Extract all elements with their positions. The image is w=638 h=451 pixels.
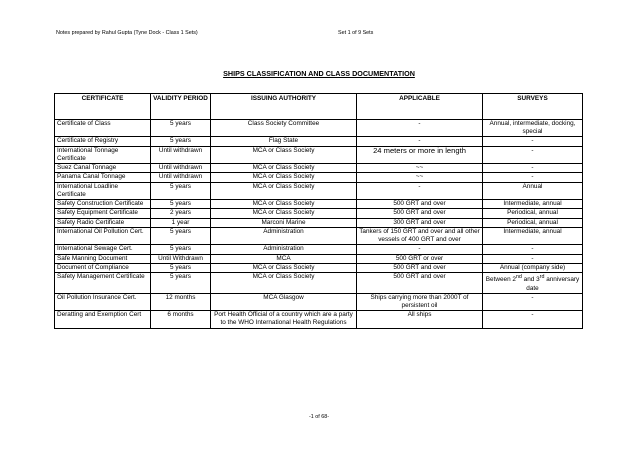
validity-cell: 5 years [151,273,211,294]
certificate-cell: International Sewage Cert. [55,245,151,254]
certificate-cell: Safety Construction Certificate [55,200,151,209]
applicable-cell: ~~ [357,164,483,173]
table-row [55,228,583,245]
certificate-cell: Oil Pollution Insurance Cert. [55,293,151,310]
validity-cell: 5 years [151,245,211,254]
table-row [55,264,583,273]
column-header-validity: VALIDITY PERIOD [151,94,211,120]
validity-cell: Until withdrawn [151,173,211,182]
table-header-row [55,94,583,120]
surveys-cell: Annual, intermediate, docking, special [483,120,583,137]
surveys-cell: Periodical, annual [483,218,583,227]
applicable-cell: Ships carrying more than 2000T of persistent oil [357,293,483,310]
authority-cell: MCA or Class Society [211,264,357,273]
applicable-cell: 500 GRT and over [357,264,483,273]
table-row [55,311,583,328]
ordinal-suffix: nd [515,274,522,281]
validity-cell: 6 months [151,311,211,328]
surveys-cell: Annual [483,182,583,199]
authority-cell: MCA or Class Society [211,173,357,182]
surveys-text-part: and 3 [521,276,540,284]
authority-cell: MCA or Class Society [211,164,357,173]
validity-cell: 5 years [151,264,211,273]
page-header-right: Set 1 of 9 Sets [338,30,374,36]
surveys-cell: Intermediate, annual [483,200,583,209]
applicable-cell: 500 GRT and over [357,200,483,209]
applicable-cell: - [357,137,483,146]
surveys-cell: - [483,293,583,310]
validity-cell: 5 years [151,137,211,146]
table-row [55,245,583,254]
surveys-cell [483,273,583,294]
table-row [55,146,583,163]
certificate-cell: Panama Canal Tonnage [55,173,151,182]
certificate-cell: Certificate of Registry [55,137,151,146]
authority-cell: Marconi Marine [211,218,357,227]
certificate-cell: Document of Compliance [55,264,151,273]
validity-cell: 5 years [151,200,211,209]
column-header-surveys: SURVEYS [483,94,583,120]
surveys-cell: - [483,245,583,254]
authority-cell: MCA or Class Society [211,209,357,218]
table-row [55,293,583,310]
surveys-cell: - [483,137,583,146]
validity-cell: 12 months [151,293,211,310]
applicable-cell: - [357,120,483,137]
applicable-cell: Tankers of 150 GRT and over and all other vessels of 400 GRT and over [357,228,483,245]
surveys-text-part: anniversary date [526,276,580,292]
table-row [55,200,583,209]
page-header-left: Notes prepared by Rahul Gupta (Tyne Dock - Class 1 Sets) [56,30,198,36]
validity-cell: 5 years [151,182,211,199]
authority-cell: Administration [211,228,357,245]
table-row [55,254,583,263]
table-row [55,164,583,173]
ordinal-suffix: rd [539,274,545,281]
surveys-cell: Annual (company side) [483,264,583,273]
document-title: SHIPS CLASSIFICATION AND CLASS DOCUMENTATION [223,69,415,78]
applicable-cell: 500 GRT and over [357,273,483,294]
table-row [55,120,583,137]
applicable-cell: - [357,245,483,254]
table-row [55,218,583,227]
table-row [55,209,583,218]
column-header-certificate: CERTIFICATE [55,94,151,120]
validity-cell: 2 years [151,209,211,218]
authority-cell: MCA or Class Society [211,200,357,209]
validity-cell: 5 years [151,120,211,137]
surveys-cell: Periodical, annual [483,209,583,218]
table-row [55,182,583,199]
surveys-cell: - [483,146,583,163]
surveys-cell: Intermediate, annual [483,228,583,245]
certificate-cell: Deratting and Exemption Cert [55,311,151,328]
page-number: -1 of 68- [308,414,330,420]
certificate-cell: Safety Management Certificate [55,273,151,294]
applicable-cell: - [357,182,483,199]
authority-cell: MCA [211,254,357,263]
authority-cell: MCA or Class Society [211,146,357,163]
surveys-cell: - [483,311,583,328]
validity-cell: Until withdrawn [151,146,211,163]
validity-cell: 5 years [151,228,211,245]
column-header-applicable: APPLICABLE [357,94,483,120]
certificate-cell: Suez Canal Tonnage [55,164,151,173]
surveys-cell: - [483,254,583,263]
authority-cell: MCA Glasgow [211,293,357,310]
certificate-cell: Safety Equipment Certificate [55,209,151,218]
certificate-cell: International Oil Pollution Cert. [55,228,151,245]
table-row [55,273,583,294]
classification-table [54,93,583,329]
applicable-cell: All ships [357,311,483,328]
validity-cell: 1 year [151,218,211,227]
authority-cell: Class Society Committee [211,120,357,137]
certificate-cell: International Tonnage Certificate [55,146,151,163]
authority-cell: MCA or Class Society [211,182,357,199]
applicable-cell: 500 GRT and over [357,209,483,218]
certificate-cell: Safety Radio Certificate [55,218,151,227]
validity-cell: Until withdrawn [151,164,211,173]
surveys-cell: - [483,164,583,173]
applicable-cell: ~~ [357,173,483,182]
table-row [55,137,583,146]
authority-cell: Port Health Official of a country which are a party to the WHO International Health Regulations [211,311,357,328]
authority-cell: Administration [211,245,357,254]
applicable-cell: 500 GRT or over [357,254,483,263]
certificate-cell: Safe Manning Document [55,254,151,263]
validity-cell: Until Withdrawn [151,254,211,263]
authority-cell: Flag State [211,137,357,146]
column-header-authority: ISSUING AUTHORITY [211,94,357,120]
applicable-cell: 300 GRT and over [357,218,483,227]
surveys-text-part: Between 2 [485,276,516,284]
certificate-cell: International Loadline Certificate [55,182,151,199]
surveys-cell: - [483,173,583,182]
applicable-cell: 24 meters or more in length [357,146,483,163]
certificate-cell: Certificate of Class [55,120,151,137]
authority-cell: MCA or Class Society [211,273,357,294]
table-row [55,173,583,182]
